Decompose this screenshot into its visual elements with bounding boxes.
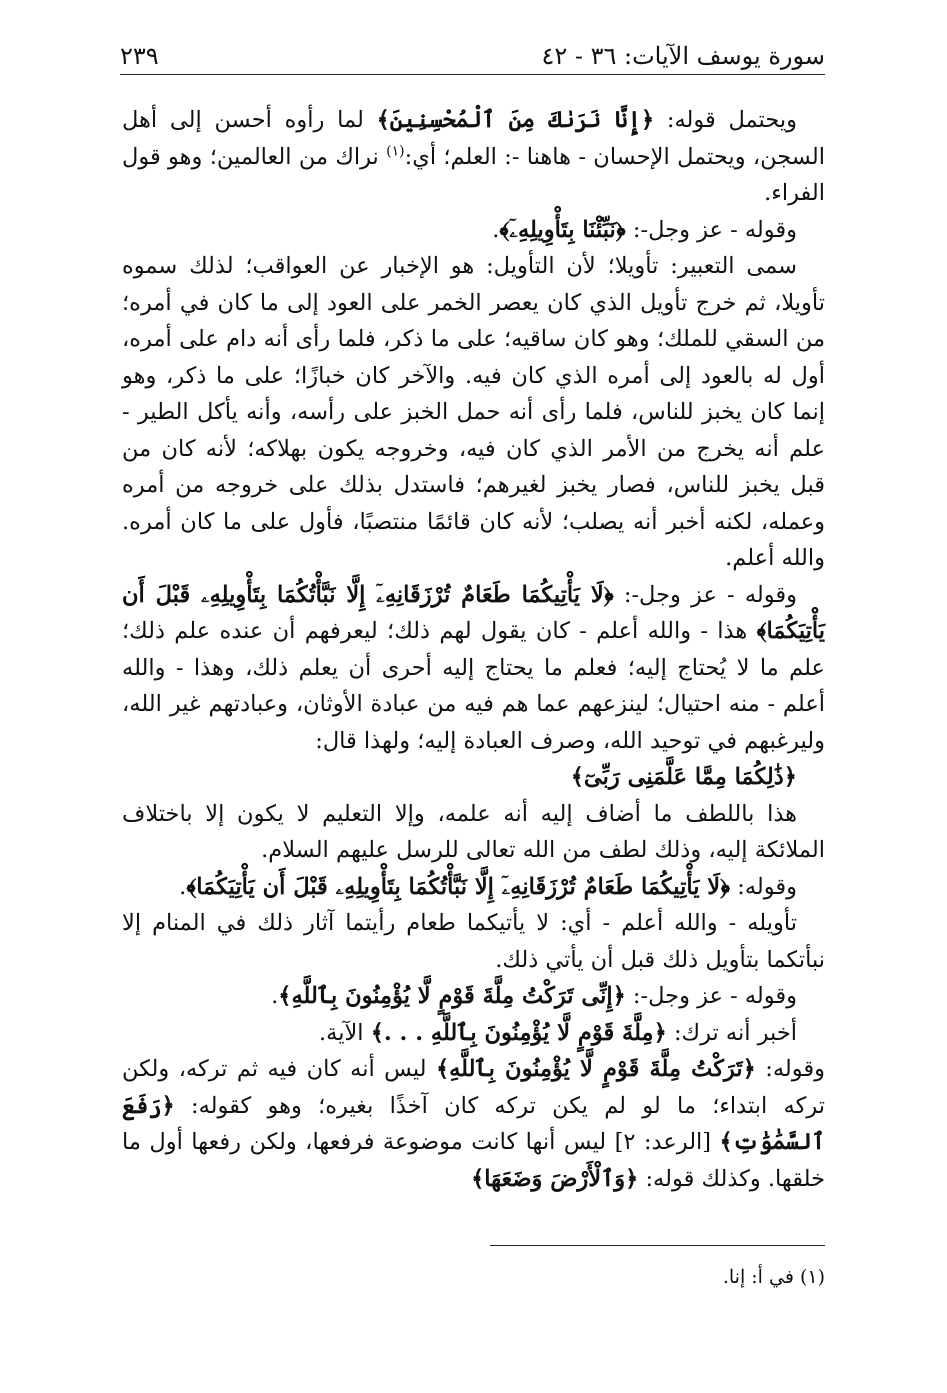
running-title: سورة يوسف الآيات: ٣٦ - ٤٢ xyxy=(541,42,825,70)
paragraph-8: تأويله - والله أعلم - أي: لا يأتيكما طعام رأيتما آثار ذلك في المنام إلا نبأتكما بتأويل ذلك قبل أن يأتي ذلك. xyxy=(122,910,825,973)
page-body xyxy=(122,102,825,1197)
text: وقوله - عز وجل-: xyxy=(613,581,797,608)
text: [الرعد: ٢] ليس أنها كانت موضوعة فرفعها، ولكن رفعها أول ما خلقها. وكذلك قوله: xyxy=(122,1129,825,1192)
text: ويحتمل قوله: xyxy=(654,107,798,133)
paragraph-2 xyxy=(122,212,825,249)
paragraph-7 xyxy=(122,869,825,906)
text: ليس أنه كان فيه ثم تركه، ولكن تركه ابتداء؛ ما لو لم يكن تركه كان آخذًا بغيره؛ وهو كقوله: xyxy=(122,1056,825,1119)
text: وقوله - عز وجل-: xyxy=(625,216,797,243)
text: . xyxy=(492,216,500,243)
text: أخبر أنه ترك: xyxy=(666,1019,797,1046)
quran-verse: ﴿وَٱلْأَرْضَ وَضَعَهَا﴾ xyxy=(471,1165,639,1192)
quran-verse: ﴿رَفَعَ ٱلسَّمَٰوَٰتِ﴾ xyxy=(122,1092,825,1155)
text: وقوله: xyxy=(755,1056,825,1082)
quran-verse: ﴿إِنَّا نَرَىٰكَ مِنَ ٱلْمُحْسِنِينَ﴾ xyxy=(376,107,655,133)
quran-verse: ﴿مِلَّةَ قَوْمٍ لَّا يُؤْمِنُونَ بِٱللَّهِ . . .﴾ xyxy=(370,1019,667,1046)
page-header xyxy=(120,40,825,75)
text: . xyxy=(179,873,187,900)
paragraph-5-verse: ﴿ذَٰلِكُمَا مِمَّا عَلَّمَنِى رَبِّىٓ﴾ xyxy=(570,764,797,790)
footnote-ref: (١) xyxy=(386,143,405,159)
page-number: ٢٣٩ xyxy=(120,42,159,70)
paragraph-3: سمى التعبير: تأويلا؛ لأن التأويل: هو الإخبار عن العواقب؛ لذلك سموه تأويلا، ثم خرج تأويل الذي كان يعصر الخمر على العود إلى ما كان في أمره؛ من السقي للملك؛ وهو كان ساقيه؛ على ما ذكر، فلما رأى أنه دام على أمره، أول له بالعود إلى أمره الذي كان فيه. والآخر كان خبازًا؛ على ما ذكر، وهو إنما كان يخبز للناس، فلما رأى أنه حمل الخبز على رأسه، وأنه يأكل الطير - علم أنه يخرج من الأمر الذي كان فيه، وخروجه يكون بهلاكه؛ لأنه كان من قبل يخبز للناس، فصار يخبز لغيرهم؛ فاستدل بذلك على خروجه من أمره وعمله، لكنه أخبر أنه يصلب؛ لأنه كان قائمًا منتصبًا، فأول على ما كان أمره. والله أعلم. xyxy=(122,253,825,571)
text: . xyxy=(271,983,279,1009)
footnote: (١) في أ: إنا. xyxy=(722,1266,825,1288)
quran-verse: ﴿لَا يَأْتِيكُمَا طَعَامٌ تُرْزَقَانِهِۦٓ إِلَّا نَبَّأْتُكُمَا بِتَأْوِيلِهِۦ قَبْلَ أَن يَأْتِيَكُمَا﴾ xyxy=(122,581,825,644)
paragraph-9 xyxy=(122,978,825,1015)
text: نراك من العالمين؛ وهو قول الفراء. xyxy=(122,143,825,206)
quran-verse: ﴿نَبِّئْنَا بِتَأْوِيلِهِۦٓ﴾ xyxy=(499,216,626,243)
text: لما رأوه أحسن إلى أهل السجن، ويحتمل الإحسان - هاهنا -: العلم؛ أي: xyxy=(122,107,825,170)
text: وقوله - عز وجل-: xyxy=(625,983,797,1009)
paragraph-4 xyxy=(122,577,825,760)
text: هذا - والله أعلم - كان يقول لهم ذلك؛ ليعرفهم أن عنده علم ذلك؛ علم ما لا يُحتاج إليه؛ فعلم ما يحتاج إليه أحرى أن يعلم ذلك، وهذا - والله أعلم - منه احتيال؛ لينزعهم عما هم فيه من عبادة الأوثان، وعبادتهم غير الله، وليرغبهم في توحيد الله، وصرف العبادة إليه؛ ولهذا قال: xyxy=(122,618,825,754)
paragraph-6: هذا باللطف ما أضاف إليه أنه علمه، وإلا التعليم لا يكون إلا باختلاف الملائكة إليه، وذلك لطف من الله تعالى للرسل عليهم السلام. xyxy=(122,800,825,863)
paragraph-1 xyxy=(122,102,825,212)
quran-verse: ﴿لَا يَأْتِيكُمَا طَعَامٌ تُرْزَقَانِهِۦٓ إِلَّا نَبَّأْتُكُمَا بِتَأْوِيلِهِۦ قَبْلَ أَن يَأْتِيَكُمَا﴾ xyxy=(186,873,731,900)
quran-verse: ﴿تَرَكْتُ مِلَّةَ قَوْمٍ لَّا يُؤْمِنُونَ بِٱللَّهِ﴾ xyxy=(435,1056,756,1082)
text: وقوله: xyxy=(730,873,797,900)
quran-verse: ﴿إِنِّى تَرَكْتُ مِلَّةَ قَوْمٍ لَّا يُؤْمِنُونَ بِٱللَّهِ﴾ xyxy=(278,983,626,1009)
paragraph-10 xyxy=(122,1015,825,1052)
text: الآية. xyxy=(318,1019,371,1046)
paragraph-11 xyxy=(122,1051,825,1197)
footnote-separator xyxy=(490,1245,825,1246)
